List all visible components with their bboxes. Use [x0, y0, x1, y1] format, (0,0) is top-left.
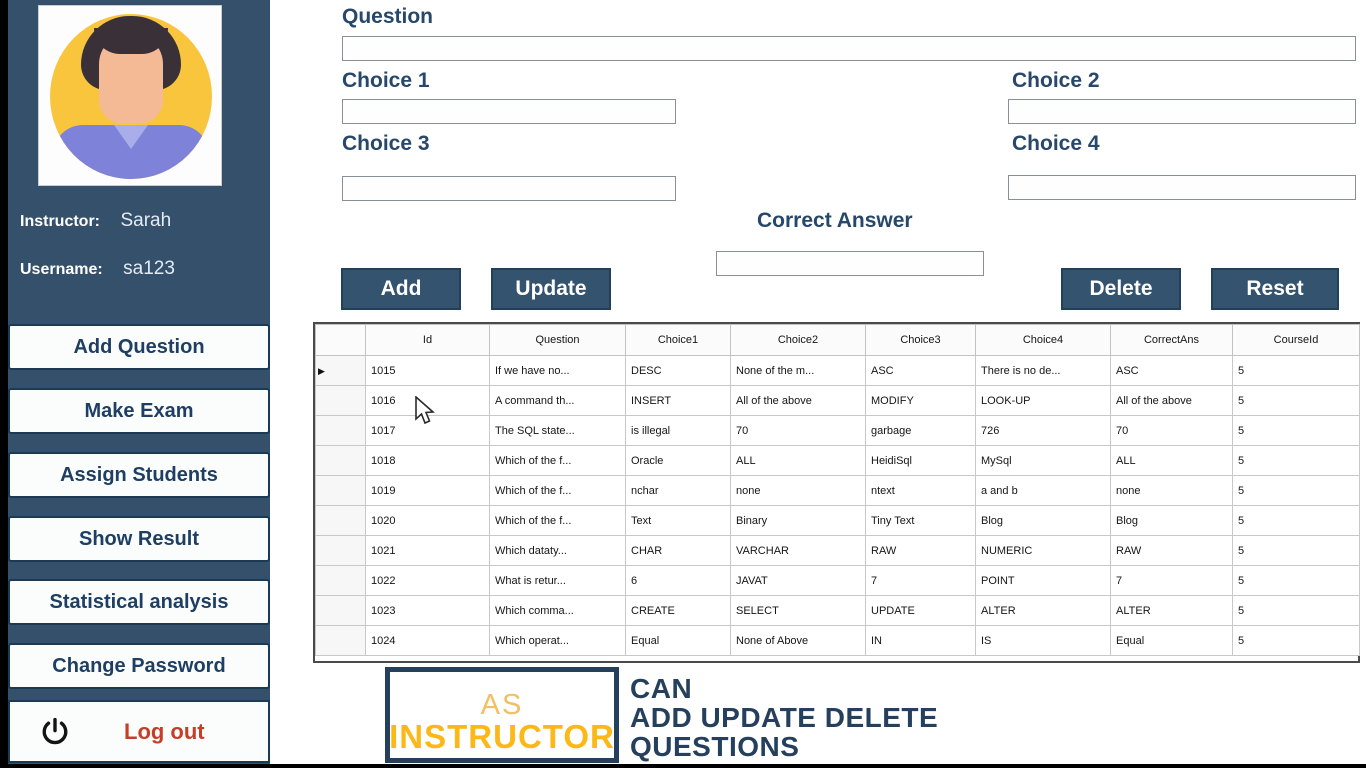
choice2-label: Choice 2	[1012, 69, 1100, 92]
correct-answer-label: Correct Answer	[757, 209, 913, 232]
table-row[interactable]	[316, 596, 1360, 626]
grid-cell[interactable]: 5	[1233, 476, 1360, 506]
add-button[interactable]: Add	[341, 268, 461, 310]
table-row[interactable]	[316, 566, 1360, 596]
row-selector[interactable]	[316, 506, 366, 536]
row-selector[interactable]	[316, 566, 366, 596]
choice1-input[interactable]	[342, 99, 676, 124]
grid-cell[interactable]: nchar	[626, 476, 731, 506]
row-selector[interactable]	[316, 386, 366, 416]
caption-line-2: ADD UPDATE DELETE	[630, 702, 939, 733]
grid-cell[interactable]: A command th...	[490, 386, 626, 416]
choice1-label: Choice 1	[342, 69, 430, 92]
grid-cell[interactable]: is illegal	[626, 416, 731, 446]
grid-column-header[interactable]: CorrectAns	[1111, 325, 1233, 356]
username-row	[20, 258, 175, 280]
grid-cell[interactable]: 1020	[366, 506, 490, 536]
grid-cell[interactable]: 5	[1233, 386, 1360, 416]
grid-cell[interactable]: The SQL state...	[490, 416, 626, 446]
grid-cell[interactable]: Equal	[626, 626, 731, 656]
logout-label: Log out	[124, 718, 205, 744]
username-label: Username:	[20, 261, 103, 278]
choice3-label: Choice 3	[342, 132, 430, 155]
grid-cell[interactable]: none	[731, 476, 866, 506]
grid-column-header[interactable]: Question	[490, 325, 626, 356]
grid-cell[interactable]: All of the above	[731, 386, 866, 416]
grid-cell[interactable]: 7	[1111, 566, 1233, 596]
correct-answer-input[interactable]	[716, 251, 984, 276]
avatar	[38, 5, 222, 186]
table-row[interactable]	[316, 416, 1360, 446]
grid-cell[interactable]: 5	[1233, 596, 1360, 626]
grid-cell[interactable]: 1022	[366, 566, 490, 596]
reset-button[interactable]: Reset	[1211, 268, 1339, 310]
row-selector[interactable]	[316, 626, 366, 656]
grid-cell[interactable]: 6	[626, 566, 731, 596]
grid-cell[interactable]: CHAR	[626, 536, 731, 566]
questions-grid-table	[315, 324, 1360, 656]
sidebar-item-statistical-analysis[interactable]: Statistical analysis	[8, 579, 270, 625]
grid-cell[interactable]: LOOK-UP	[976, 386, 1111, 416]
avatar-image	[50, 14, 212, 179]
grid-cell[interactable]: ALL	[731, 446, 866, 476]
choice4-input[interactable]	[1008, 175, 1356, 200]
caption-line-3: QUESTIONS	[630, 731, 800, 762]
grid-corner-cell	[316, 325, 366, 356]
grid-cell[interactable]: 5	[1233, 566, 1360, 596]
grid-body	[316, 356, 1360, 656]
grid-cell[interactable]: Which operat...	[490, 626, 626, 656]
grid-cell[interactable]: 7	[866, 566, 976, 596]
grid-cell[interactable]: 1019	[366, 476, 490, 506]
row-selector[interactable]	[316, 476, 366, 506]
grid-cell[interactable]: 5	[1233, 356, 1360, 386]
grid-cell[interactable]: SELECT	[731, 596, 866, 626]
delete-button[interactable]: Delete	[1061, 268, 1181, 310]
grid-cell[interactable]: 1021	[366, 536, 490, 566]
caption-text	[630, 674, 1110, 761]
caption-line-1: CAN	[630, 673, 693, 704]
grid-cell[interactable]: Tiny Text	[866, 506, 976, 536]
grid-cell[interactable]: Which dataty...	[490, 536, 626, 566]
grid-cell[interactable]: ASC	[1111, 356, 1233, 386]
question-input[interactable]	[342, 36, 1356, 61]
grid-column-header[interactable]: Choice4	[976, 325, 1111, 356]
grid-cell[interactable]: DESC	[626, 356, 731, 386]
table-row[interactable]	[316, 446, 1360, 476]
grid-cell[interactable]: ntext	[866, 476, 976, 506]
grid-column-header[interactable]: Choice1	[626, 325, 731, 356]
grid-cell[interactable]: There is no de...	[976, 356, 1111, 386]
grid-column-header[interactable]: Choice3	[866, 325, 976, 356]
grid-cell[interactable]: 5	[1233, 626, 1360, 656]
grid-cell[interactable]: none	[1111, 476, 1233, 506]
grid-cell[interactable]: ALTER	[976, 596, 1111, 626]
question-label: Question	[342, 5, 434, 28]
grid-cell[interactable]: 5	[1233, 446, 1360, 476]
grid-header-row	[316, 325, 1360, 356]
questions-grid[interactable]	[313, 322, 1360, 663]
mouse-cursor-icon	[414, 396, 438, 428]
grid-cell[interactable]: JAVAT	[731, 566, 866, 596]
grid-cell[interactable]: ASC	[866, 356, 976, 386]
grid-cell[interactable]: VARCHAR	[731, 536, 866, 566]
instructor-badge	[385, 667, 619, 763]
grid-column-header[interactable]: Choice2	[731, 325, 866, 356]
grid-cell[interactable]: 1016	[366, 386, 490, 416]
grid-cell[interactable]: None of Above	[731, 626, 866, 656]
instructor-label: Instructor:	[20, 213, 100, 230]
choice3-input[interactable]	[342, 176, 676, 201]
instructor-row	[20, 210, 171, 232]
grid-cell[interactable]: POINT	[976, 566, 1111, 596]
grid-cell[interactable]: CREATE	[626, 596, 731, 626]
grid-cell[interactable]: All of the above	[1111, 386, 1233, 416]
table-row[interactable]	[316, 626, 1360, 656]
grid-cell[interactable]: ALTER	[1111, 596, 1233, 626]
grid-cell[interactable]: UPDATE	[866, 596, 976, 626]
grid-cell[interactable]: MySql	[976, 446, 1111, 476]
power-icon	[38, 715, 72, 749]
grid-cell[interactable]: 70	[1111, 416, 1233, 446]
sidebar	[8, 0, 270, 764]
grid-column-header[interactable]: Id	[366, 325, 490, 356]
choice4-label: Choice 4	[1012, 132, 1100, 155]
table-row[interactable]	[316, 356, 1360, 386]
table-row[interactable]	[316, 476, 1360, 506]
sidebar-item-show-result[interactable]: Show Result	[8, 516, 270, 562]
grid-cell[interactable]: MODIFY	[866, 386, 976, 416]
grid-cell[interactable]: IN	[866, 626, 976, 656]
choice2-input[interactable]	[1008, 99, 1356, 124]
grid-cell[interactable]: a and b	[976, 476, 1111, 506]
row-selector[interactable]	[316, 416, 366, 446]
sidebar-item-change-password[interactable]: Change Password	[8, 643, 270, 689]
avatar-collar	[114, 125, 148, 149]
grid-cell[interactable]: 5	[1233, 506, 1360, 536]
grid-cell[interactable]: Which of the f...	[490, 446, 626, 476]
row-selector[interactable]	[316, 536, 366, 566]
sidebar-item-assign-students[interactable]: Assign Students	[8, 452, 270, 498]
grid-cell[interactable]: 1015	[366, 356, 490, 386]
row-selector[interactable]	[316, 356, 366, 386]
row-selector[interactable]	[316, 446, 366, 476]
grid-cell[interactable]: 1024	[366, 626, 490, 656]
grid-cell[interactable]: 1017	[366, 416, 490, 446]
username-value: sa123	[123, 258, 175, 279]
update-button[interactable]: Update	[491, 268, 611, 310]
badge-as-text: AS	[480, 689, 524, 721]
grid-cell[interactable]: HeidiSql	[866, 446, 976, 476]
grid-cell[interactable]: INSERT	[626, 386, 731, 416]
table-row[interactable]	[316, 506, 1360, 536]
grid-cell[interactable]: If we have no...	[490, 356, 626, 386]
grid-cell[interactable]: 5	[1233, 536, 1360, 566]
grid-cell[interactable]: 1018	[366, 446, 490, 476]
logout-button[interactable]	[8, 700, 270, 763]
grid-cell[interactable]: RAW	[866, 536, 976, 566]
grid-cell[interactable]: RAW	[1111, 536, 1233, 566]
grid-cell[interactable]: Which of the f...	[490, 476, 626, 506]
grid-cell[interactable]: IS	[976, 626, 1111, 656]
selected-row-arrow-icon: ▶	[318, 365, 325, 376]
grid-cell[interactable]: 726	[976, 416, 1111, 446]
grid-cell[interactable]: Which of the f...	[490, 506, 626, 536]
grid-cell[interactable]: Which comma...	[490, 596, 626, 626]
table-row[interactable]	[316, 386, 1360, 416]
grid-cell[interactable]: ALL	[1111, 446, 1233, 476]
grid-cell[interactable]: 1023	[366, 596, 490, 626]
grid-cell[interactable]: NUMERIC	[976, 536, 1111, 566]
grid-cell[interactable]: Blog	[976, 506, 1111, 536]
badge-instructor-text: INSTRUCTOR	[389, 718, 615, 755]
sidebar-item-add-question[interactable]: Add Question	[8, 324, 270, 370]
grid-cell[interactable]: 5	[1233, 416, 1360, 446]
grid-cell[interactable]: What is retur...	[490, 566, 626, 596]
grid-cell[interactable]: Blog	[1111, 506, 1233, 536]
table-row[interactable]	[316, 536, 1360, 566]
grid-cell[interactable]: Oracle	[626, 446, 731, 476]
row-selector[interactable]	[316, 596, 366, 626]
grid-cell[interactable]: Binary	[731, 506, 866, 536]
grid-column-header[interactable]: CourseId	[1233, 325, 1360, 356]
grid-cell[interactable]: None of the m...	[731, 356, 866, 386]
grid-cell[interactable]: Text	[626, 506, 731, 536]
sidebar-item-make-exam[interactable]: Make Exam	[8, 388, 270, 434]
grid-cell[interactable]: 70	[731, 416, 866, 446]
avatar-shirt	[53, 125, 209, 179]
grid-cell[interactable]: garbage	[866, 416, 976, 446]
grid-cell[interactable]: Equal	[1111, 626, 1233, 656]
instructor-name: Sarah	[120, 210, 172, 231]
